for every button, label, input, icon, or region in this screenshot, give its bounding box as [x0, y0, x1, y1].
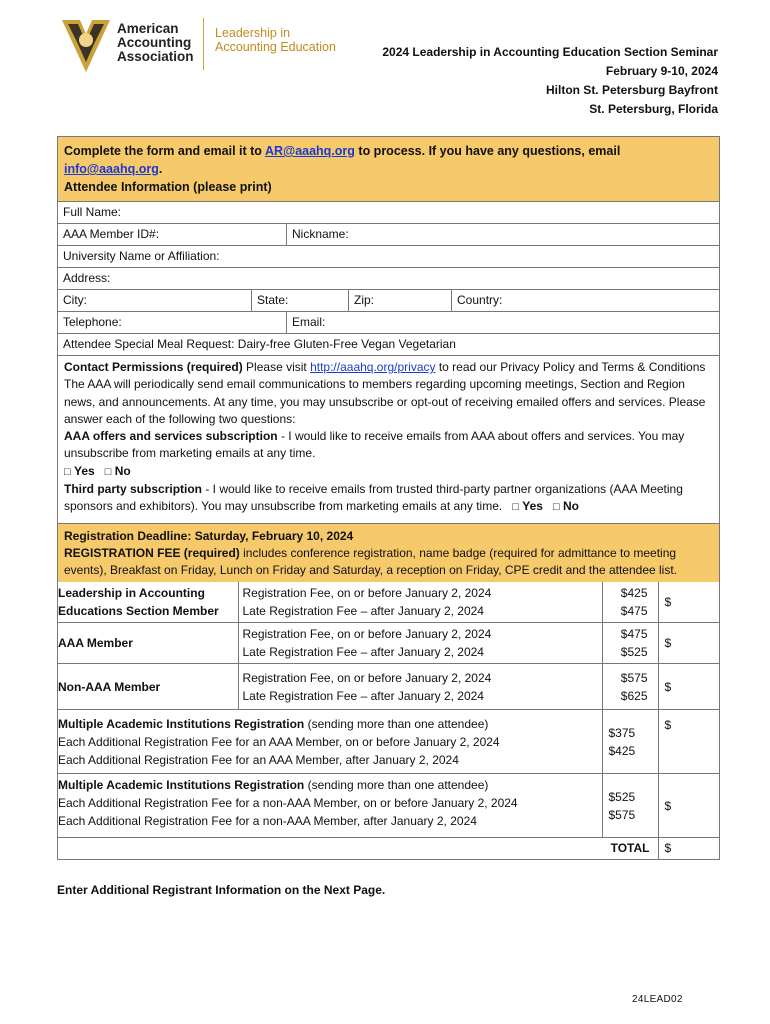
email-field[interactable]: Email: [286, 312, 719, 333]
permissions-body: The AAA will periodically send email communications to members regarding upcoming meetings, Section and Region news, and announcements. At any time, you may unsubscribe or opt-out of receiving emailed offers and services. Please answer each of the following two questions: [64, 377, 706, 426]
fee-row [58, 582, 719, 623]
address-field[interactable]: Address: [58, 267, 719, 289]
telephone-field[interactable]: Telephone: [63, 315, 122, 329]
city-field[interactable]: City: [63, 293, 87, 307]
multi-amount-input[interactable]: $ [658, 710, 719, 774]
country-field[interactable]: Country: [451, 290, 719, 311]
total-row [58, 838, 719, 859]
multi-price: $375 $425 [602, 710, 658, 774]
email-link-ar[interactable]: AR@aaahq.org [264, 144, 355, 158]
fee-description: Registration Fee, on or before January 2, 2024 Late Registration Fee – after January 2, 2024 [238, 623, 602, 664]
event-dates: February 9-10, 2024 [605, 64, 718, 78]
registration-deadline: Registration Deadline: Saturday, February 10, 2024 REGISTRATION FEE (required) includes conference registration, name badge (required for admittance to meeting events), Breakfast on Friday, Lunch on Friday and Saturday, a reception on Friday, CPE credit and the attendee list. [58, 523, 719, 582]
fee-category: AAA Member [58, 623, 238, 664]
total-label: TOTAL [58, 838, 658, 859]
member-id-row [58, 223, 719, 245]
multi-fee-row [58, 710, 719, 774]
state-field[interactable]: State: [251, 290, 348, 311]
aaa-shield-icon [60, 16, 112, 72]
q2-yes-checkbox[interactable]: □ Yes [512, 499, 543, 514]
fee-table [58, 582, 719, 859]
multi-amount-input[interactable]: $ [658, 774, 719, 838]
q2-no-checkbox[interactable]: □ No [552, 499, 579, 514]
attendee-heading: Attendee Information (please print) [64, 180, 272, 194]
event-info [382, 43, 718, 119]
fee-row [58, 664, 719, 710]
multi-description: Multiple Academic Institutions Registration (sending more than one attendee) Each Additional Registration Fee for an AAA Member, on or before January 2, 2024 Each Additional Registration Fee for an AAA Member, after January 2, 2024 [58, 710, 602, 774]
aaa-logo [60, 16, 350, 74]
university-field[interactable]: University Name or Affiliation: [58, 245, 719, 267]
org-name: American Accounting Association [117, 21, 194, 64]
registration-form [57, 136, 720, 860]
next-page-note: Enter Additional Registrant Information on the Next Page. [57, 883, 386, 897]
q1-no-checkbox[interactable]: □ No [104, 463, 131, 478]
multi-price: $525 $575 [602, 774, 658, 838]
event-city: St. Petersburg, Florida [589, 102, 718, 116]
privacy-link[interactable]: http://aaahq.org/privacy [310, 360, 436, 374]
fee-price: $425 $475 [602, 582, 658, 623]
zip-field[interactable]: Zip: [348, 290, 451, 311]
fee-category: Leadership in Accounting Educations Section Member [58, 582, 238, 623]
logo-divider [203, 18, 204, 70]
q1-yes-checkbox[interactable]: □ Yes [64, 463, 95, 478]
deadline-text: Registration Deadline: Saturday, February 10, 2024 [64, 528, 354, 543]
q2-heading: Third party subscription [64, 482, 203, 497]
contact-permissions: Contact Permissions (required) Please visit http://aaahq.org/privacy to read our Privacy Policy and Terms & Conditions The AAA will periodically send email communications to members regarding upcoming meetings, Section and Region news, and announcements. At any time, you may unsubscribe or opt-out of receiving emailed offers and services. Please answer each of the following two questions: AAA offers and services subscription - I would like to receive emails from AAA about offers and services. You may unsubscribe from marketing emails at any time. □ Yes □ No Third party subscription - I would like to receive emails from trusted third-party partner organizations (AAA Meeting sponsors and exhibitors). You may unsubscribe from marketing emails at any time. □ Yes □ No [58, 355, 719, 523]
event-title: 2024 Leadership in Accounting Education Section Seminar [382, 45, 718, 59]
nickname-field[interactable]: Nickname: [286, 224, 719, 245]
full-name-field[interactable]: Full Name: [58, 201, 719, 223]
form-code: 24LEAD02 [632, 994, 683, 1005]
fee-amount-input[interactable]: $ [658, 582, 719, 623]
permissions-heading: Contact Permissions (required) [64, 360, 243, 374]
fee-heading: REGISTRATION FEE (required) [64, 545, 240, 560]
telephone-row [58, 311, 719, 333]
meal-request-field[interactable]: Attendee Special Meal Request: Dairy-free Gluten-Free Vegan Vegetarian [58, 333, 719, 355]
q1-heading: AAA offers and services subscription [64, 429, 278, 444]
fee-row [58, 623, 719, 664]
total-amount-input[interactable]: $ [658, 838, 719, 859]
form-intro: Complete the form and email it to AR@aaahq.org to process. If you have any questions, email info@aaahq.org. Attendee Information (please print) [58, 137, 719, 201]
fee-amount-input[interactable]: $ [658, 623, 719, 664]
fee-description: Registration Fee, on or before January 2, 2024 Late Registration Fee – after January 2, 2024 [238, 582, 602, 623]
member-id-field[interactable]: AAA Member ID#: [63, 227, 160, 241]
fee-price: $475 $525 [602, 623, 658, 664]
fee-amount-input[interactable]: $ [658, 664, 719, 710]
section-name: Leadership in Accounting Education [215, 26, 336, 54]
fee-price: $575 $625 [602, 664, 658, 710]
multi-fee-row [58, 774, 719, 838]
multi-description: Multiple Academic Institutions Registration (sending more than one attendee) Each Additional Registration Fee for a non-AAA Member, on or before January 2, 2024 Each Additional Registration Fee for a non-AAA Member, after January 2, 2024 [58, 774, 602, 838]
event-venue: Hilton St. Petersburg Bayfront [545, 83, 718, 97]
fee-category: Non-AAA Member [58, 664, 238, 710]
city-row [58, 289, 719, 311]
fee-description: Registration Fee, on or before January 2, 2024 Late Registration Fee – after January 2, 2024 [238, 664, 602, 710]
email-link-info[interactable]: info@aaahq.org [64, 162, 159, 176]
